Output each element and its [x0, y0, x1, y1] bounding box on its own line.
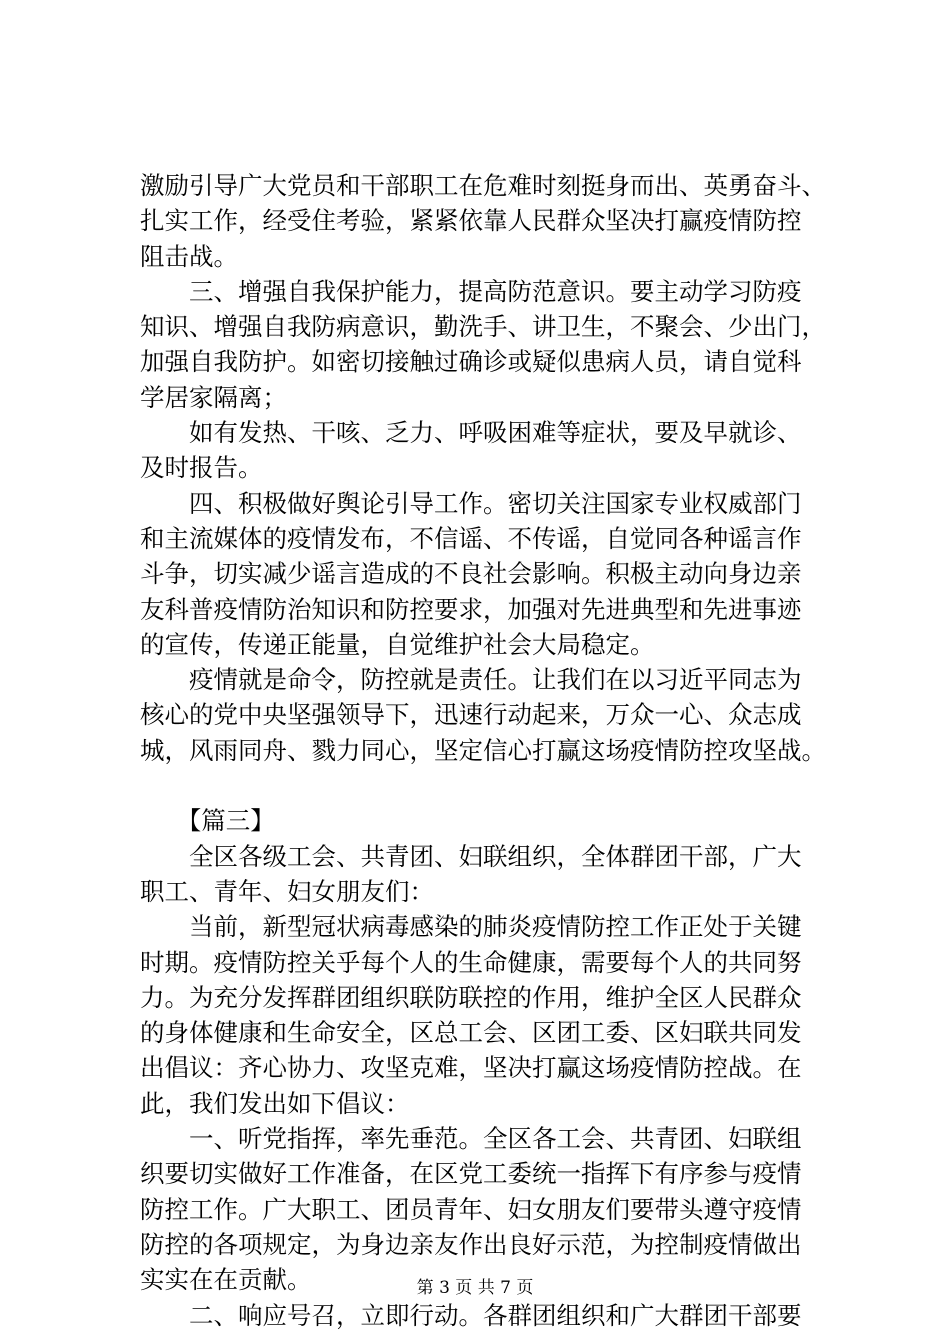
text-line: 城，风雨同舟、戮力同心，坚定信心打赢这场疫情防控攻坚战。 [140, 735, 826, 765]
text-line: 此，我们发出如下倡议： [140, 1088, 410, 1118]
text-line: 如有发热、干咳、乏力、呼吸困难等症状，要及早就诊、 [140, 418, 802, 448]
text-line: 学居家隔离； [140, 382, 287, 412]
text-line: 力。为充分发挥群团组织联防联控的作用，维护全区人民群众 [140, 982, 802, 1012]
blank-line [140, 768, 830, 803]
text-line: 疫情就是命令，防控就是责任。让我们在以习近平同志为 [140, 665, 802, 695]
text-line: 三、增强自我保护能力，提高防范意识。要主动学习防疫 [140, 276, 802, 306]
text-line: 核心的党中央坚强领导下，迅速行动起来，万众一心、众志成 [140, 700, 802, 730]
page-number-footer: 第 3 页 共 7 页 [416, 1278, 534, 1298]
text-line: 一、听党指挥，率先垂范。全区各工会、共青团、妇联组 [140, 1124, 802, 1154]
text-line: 当前，新型冠状病毒感染的肺炎疫情防控工作正处于关键 [140, 912, 802, 942]
text-line: 职工、青年、妇女朋友们： [140, 876, 434, 906]
text-line: 的宣传，传递正能量，自觉维护社会大局稳定。 [140, 629, 655, 659]
text-line: 激励引导广大党员和干部职工在危难时刻挺身而出、英勇奋斗、 [140, 171, 826, 200]
text-line: 及时报告。 [140, 453, 263, 483]
document-body [140, 168, 830, 1333]
text-line: 防控工作。广大职工、团员青年、妇女朋友们要带头遵守疫情 [140, 1194, 802, 1224]
text-line: 阻击战。 [140, 241, 238, 271]
text-line: 二、响应号召，立即行动。各群团组织和广大群团干部要 [140, 1300, 802, 1330]
text-line: 全区各级工会、共青团、妇联组织，全体群团干部，广大 [140, 841, 802, 871]
text-line: 友科普疫情防治知识和防控要求，加强对先进典型和先进事迹 [140, 594, 802, 624]
text-line: 加强自我防护。如密切接触过确诊或疑似患病人员，请自觉科 [140, 347, 802, 377]
text-line: 扎实工作，经受住考验，紧紧依靠人民群众坚决打赢疫情防控 [140, 206, 802, 236]
text-line: 防控的各项规定，为身边亲友作出良好示范，为控制疫情做出 [140, 1229, 802, 1259]
text-line: 四、积极做好舆论引导工作。密切关注国家专业权威部门 [140, 488, 802, 518]
text-line: 的身体健康和生命安全，区总工会、区团工委、区妇联共同发 [140, 1018, 802, 1048]
text-line: 实实在在贡献。 [140, 1265, 312, 1295]
text-line: 织要切实做好工作准备，在区党工委统一指挥下有序参与疫情 [140, 1159, 802, 1189]
text-line: 知识、增强自我防病意识，勤洗手、讲卫生，不聚会、少出门， [140, 312, 826, 342]
text-line: 斗争，切实减少谣言造成的不良社会影响。积极主动向身边亲 [140, 559, 802, 589]
text-line: 和主流媒体的疫情发布，不信谣、不传谣，自觉同各种谣言作 [140, 523, 802, 553]
text-line: 出倡议：齐心协力、攻坚克难，坚决打赢这场疫情防控战。在 [140, 1053, 802, 1083]
section-heading: 【篇三】 [140, 806, 275, 836]
text-line: 时期。疫情防控关乎每个人的生命健康，需要每个人的共同努 [140, 947, 802, 977]
